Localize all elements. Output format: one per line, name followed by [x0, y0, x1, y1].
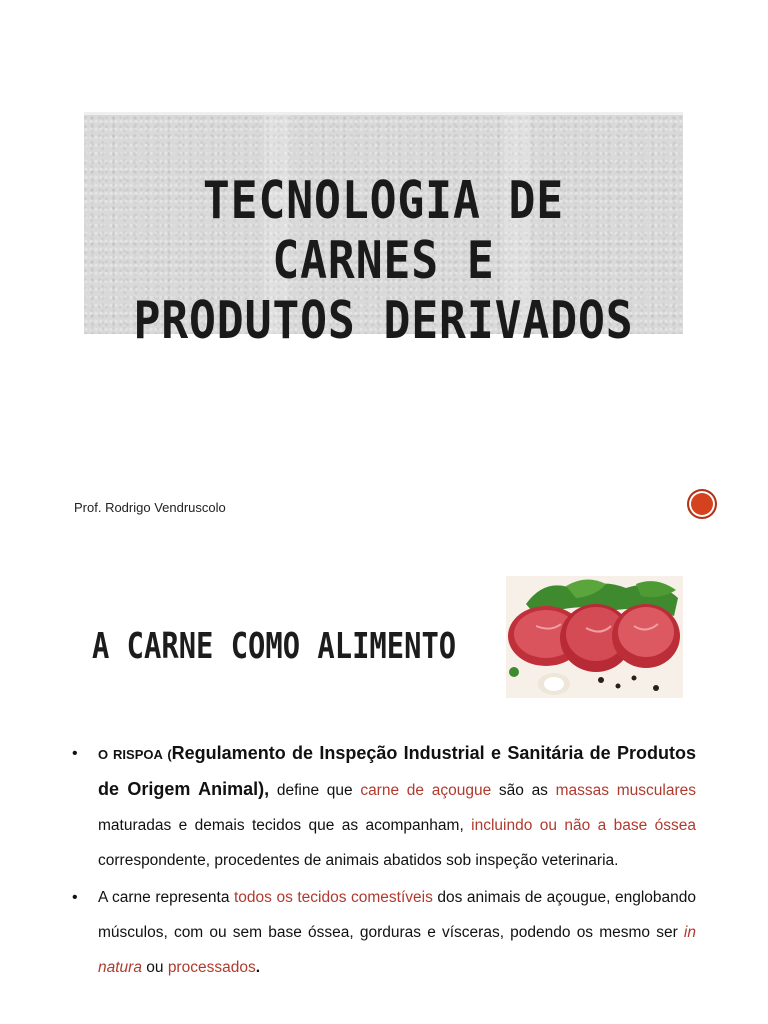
author-name: Prof. Rodrigo Vendruscolo — [74, 500, 226, 515]
bullet-carne-definition: • A carne representa todos os tecidos comestíveis dos animais de açougue, englobando músculos, com ou sem base óssea, gorduras e vísceras, podendo os mesmo ser in natura ou processados. — [72, 880, 696, 985]
highlight-massas-musculares: massas musculares — [555, 782, 696, 799]
bullet-dot-icon: • — [72, 889, 78, 906]
meat-photo-icon — [506, 576, 683, 698]
bullet-dot-icon: • — [72, 745, 78, 762]
title-banner — [84, 112, 683, 351]
highlight-carne-de-acougue: carne de açougue — [360, 782, 492, 799]
highlight-tecidos-comestiveis: todos os tecidos comestíveis — [233, 889, 433, 906]
raw-meat-illustration — [506, 576, 683, 698]
slide-title — [126, 171, 641, 351]
bullet-list — [72, 736, 696, 985]
content-slide — [0, 550, 768, 1024]
slide-title-line-1: TECNOLOGIA DE CARNES E — [202, 171, 565, 291]
slide-title-line-2: PRODUTOS DERIVADOS — [133, 291, 634, 351]
highlight-in-natura: in natura — [98, 924, 696, 976]
highlight-base-ossea: incluindo ou não a base óssea — [471, 817, 696, 834]
bullet-rispoa-definition: • O RISPOA (Regulamento de Inspeção Industrial e Sanitária de Produtos de Origem Animal), define que carne de açougue são as massas musculares maturadas e demais tecidos que as acompanham, incluindo ou não a base óssea correspondente, procedentes de animais abatidos sob inspeção veterinaria. — [72, 736, 696, 878]
highlight-processados: processados — [167, 959, 256, 976]
section-title: A CARNE COMO ALIMENTO — [92, 626, 457, 667]
decorative-circle-icon — [687, 489, 717, 519]
